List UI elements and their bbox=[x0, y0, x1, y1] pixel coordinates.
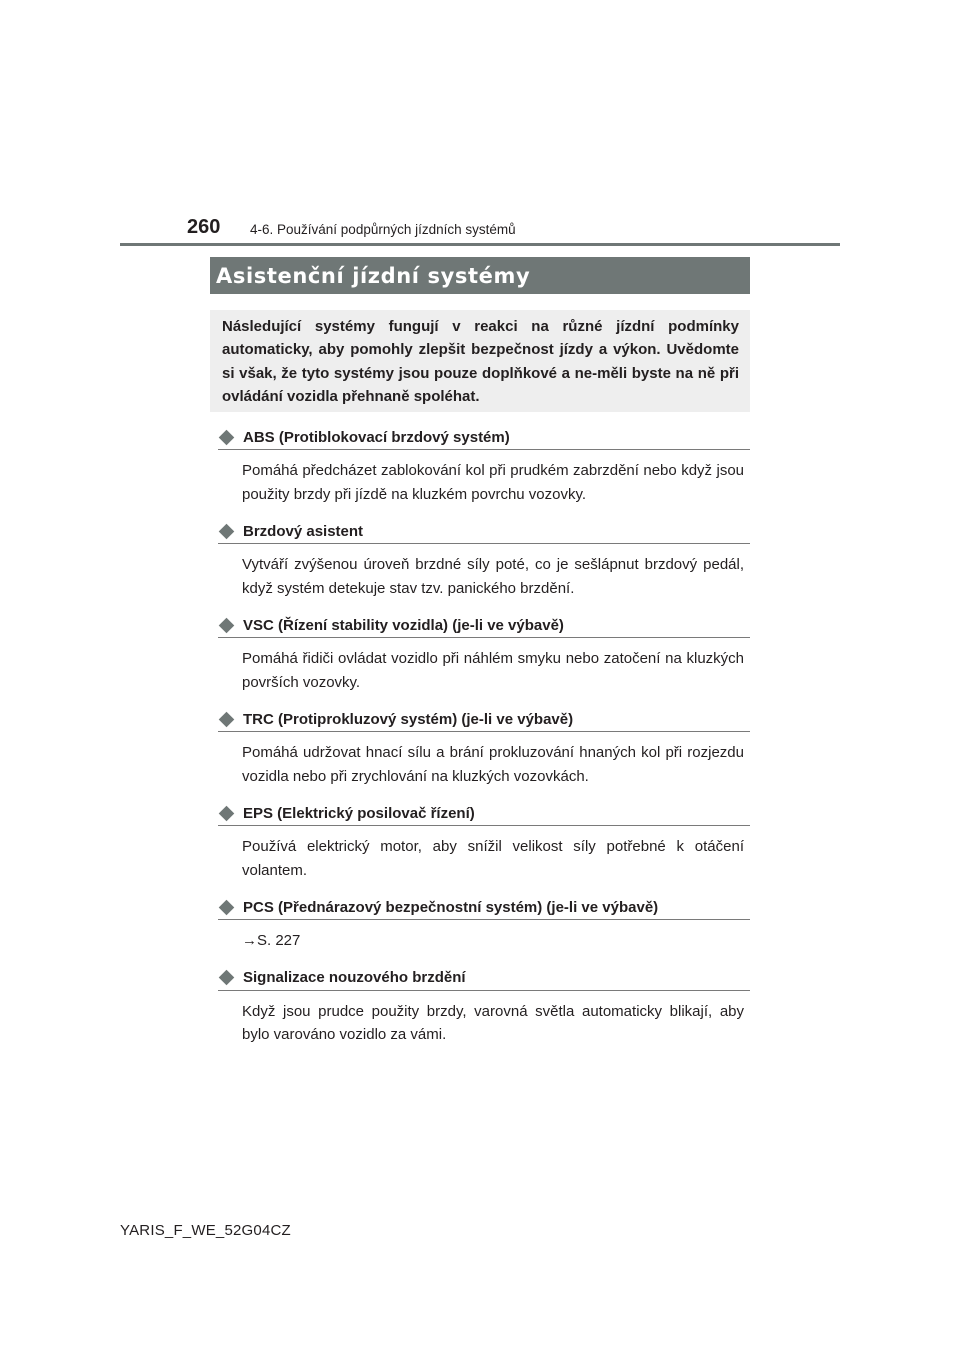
list-item bbox=[218, 802, 750, 882]
list-item bbox=[218, 967, 750, 1047]
item-heading bbox=[218, 802, 750, 826]
diamond-bullet-icon bbox=[219, 711, 235, 727]
item-heading bbox=[218, 426, 750, 450]
item-heading bbox=[218, 967, 750, 991]
item-heading-label: TRC (Protiprokluzový systém) (je-li ve výbavě) bbox=[243, 710, 574, 728]
arrow-right-icon: → bbox=[242, 932, 257, 949]
list-item bbox=[218, 520, 750, 600]
item-heading bbox=[218, 896, 750, 920]
diamond-bullet-icon bbox=[219, 805, 235, 821]
item-body: Pomáhá předcházet zablokování kol při prudkém zabrzdění nebo když jsou použity brzdy při jízdě na kluzkém povrchu vozovky. bbox=[242, 462, 744, 503]
diamond-bullet-icon bbox=[219, 970, 235, 986]
list-item bbox=[218, 896, 750, 953]
list-item bbox=[218, 708, 750, 788]
intro-box bbox=[210, 310, 750, 412]
item-body: Vytváří zvýšenou úroveň brzdné síly poté, co je sešlápnut brzdový pedál, když systém detekuje stav tzv. panického brzdění. bbox=[242, 556, 744, 597]
item-heading-label: VSC (Řízení stability vozidla) (je-li ve výbavě) bbox=[243, 616, 564, 634]
section-title-bar bbox=[210, 257, 750, 294]
items-list bbox=[218, 426, 750, 1061]
document-code: YARIS_F_WE_52G04CZ bbox=[120, 1222, 291, 1239]
item-heading-label: Brzdový asistent bbox=[243, 522, 364, 540]
diamond-bullet-icon bbox=[219, 899, 235, 915]
header-rule bbox=[120, 243, 840, 246]
list-item bbox=[218, 426, 750, 506]
item-heading bbox=[218, 520, 750, 544]
section-title: Asistenční jízdní systémy bbox=[216, 263, 531, 288]
diamond-bullet-icon bbox=[219, 617, 235, 633]
list-item bbox=[218, 614, 750, 694]
item-heading bbox=[218, 708, 750, 732]
item-heading-label: PCS (Přednárazový bezpečnostní systém) (je-li ve výbavě) bbox=[243, 898, 659, 916]
intro-text: Následující systémy fungují v reakci na různé jízdní podmínky automaticky, aby pomohly zlepšit bezpečnost jízdy a výkon. Uvědomte si však, že tyto systémy jsou pouze doplňkové a ne-měli byste na ně při ovládání vozidla přehnaně spoléhat. bbox=[222, 318, 739, 406]
page-number: 260 bbox=[187, 216, 221, 238]
item-heading-label: ABS (Protiblokovací brzdový systém) bbox=[243, 428, 510, 446]
diamond-bullet-icon bbox=[219, 429, 235, 445]
item-body: Když jsou prudce použity brzdy, varovná světla automaticky blikají, aby bylo varováno vozidlo za vámi. bbox=[242, 1002, 744, 1043]
item-heading bbox=[218, 614, 750, 638]
item-body: Pomáhá řidiči ovládat vozidlo při náhlém smyku nebo zatočení na kluzkých površích vozovky. bbox=[242, 650, 744, 691]
item-heading-label: Signalizace nouzového brzdění bbox=[243, 969, 466, 986]
page-reference-text: S. 227 bbox=[257, 932, 301, 949]
page-reference[interactable] bbox=[242, 929, 744, 953]
item-body: Používá elektrický motor, aby snížil velikost síly potřebné k otáčení volantem. bbox=[242, 838, 744, 879]
item-body: Pomáhá udržovat hnací sílu a brání prokluzování hnaných kol při rozjezdu vozidla nebo při zrychlování na kluzkých vozovkách. bbox=[242, 744, 744, 785]
item-heading-label: EPS (Elektrický posilovač řízení) bbox=[243, 804, 475, 822]
diamond-bullet-icon bbox=[219, 523, 235, 539]
section-path: 4-6. Používání podpůrných jízdních systémů bbox=[250, 222, 516, 237]
